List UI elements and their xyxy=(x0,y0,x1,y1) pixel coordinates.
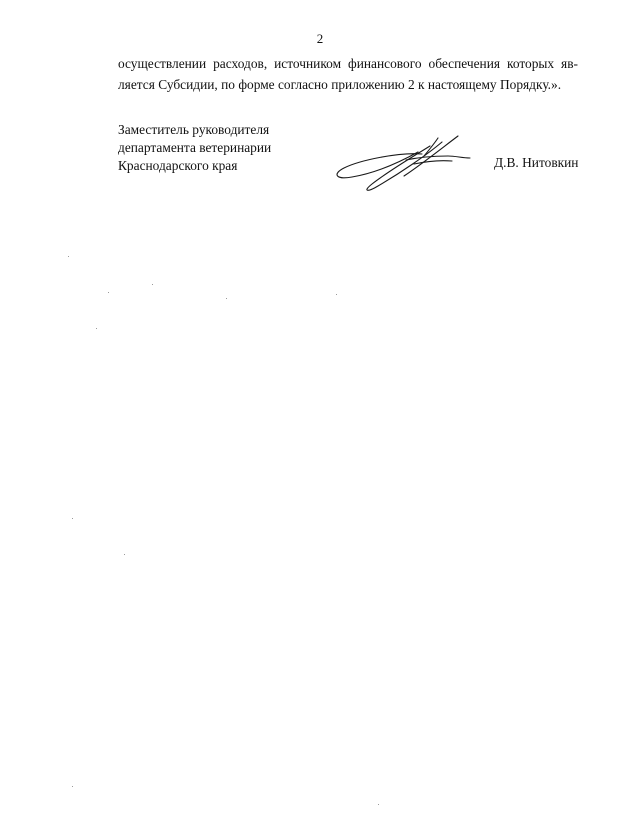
scan-speck xyxy=(72,518,73,519)
signer-name: Д.В. Нитовкин xyxy=(494,155,579,170)
scan-speck xyxy=(336,294,337,295)
signer-position xyxy=(118,121,271,175)
scan-speck xyxy=(68,256,69,257)
scan-speck xyxy=(226,298,227,299)
scan-speck xyxy=(96,328,97,329)
scan-speck xyxy=(378,804,379,805)
scan-speck xyxy=(72,786,73,787)
signer-position-line: Краснодарского края xyxy=(118,158,238,173)
scan-speck xyxy=(124,554,125,555)
paragraph-line-1: осуществлении расходов, источником финансового обеспечения которых яв- xyxy=(118,56,578,71)
paragraph-line-2: ляется Субсидии, по форме согласно приложению 2 к настоящему Порядку.». xyxy=(118,77,562,92)
closing-paragraph xyxy=(118,53,578,95)
scan-speck xyxy=(152,284,153,285)
signer-position-line: Заместитель руководителя xyxy=(118,122,270,137)
scan-speck xyxy=(108,292,109,293)
signer-position-line: департамента ветеринарии xyxy=(118,140,272,155)
page-number: 2 xyxy=(316,31,324,46)
handwritten-signature xyxy=(330,130,475,196)
